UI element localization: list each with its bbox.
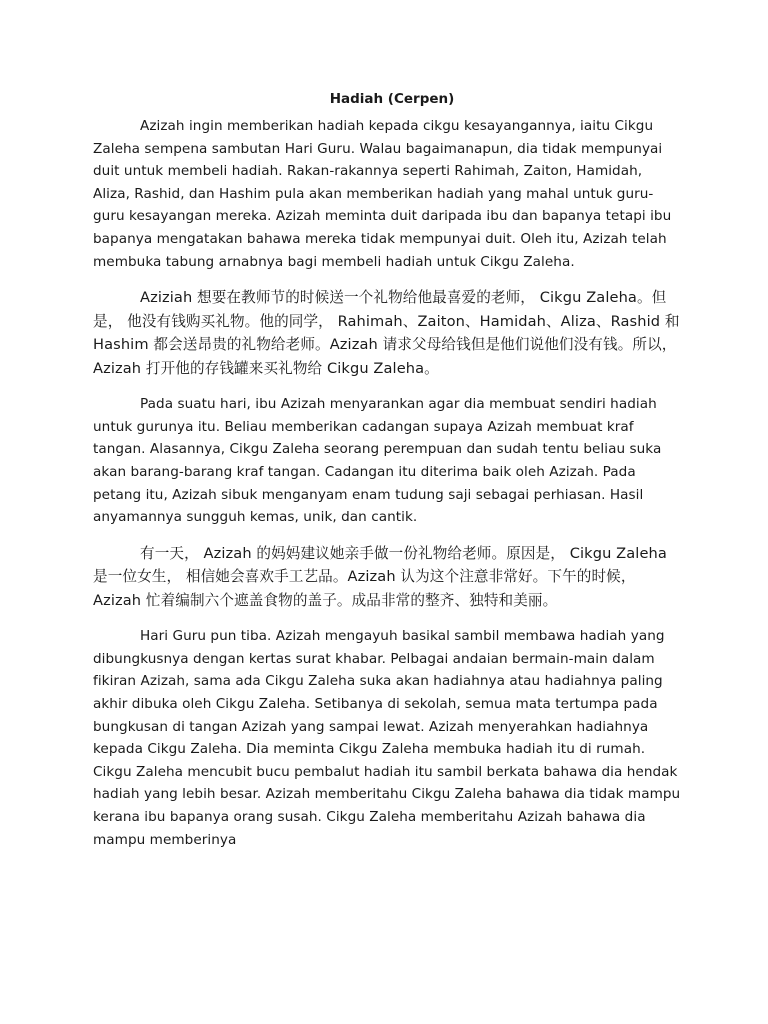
paragraph-2-chinese: Aziziah 想要在教师节的时候送一个礼物给他最喜爱的老师， Cikgu Zaleha。但是， 他没有钱购买礼物。他的同学， Rahimah、Zaiton、Hamidah、Aliza、Rashid 和 Hashim 都会送昂贵的礼物给老师。Azizah 请求父母给钱但是他们说他们没有钱。所以， Azizah 打开他的存钱罐来买礼物给 Cikgu Zaleha。 xyxy=(93,289,680,377)
paragraph-1-malay: Azizah ingin memberikan hadiah kepada cikgu kesayangannya, iaitu Cikgu Zaleha sempena sambutan Hari Guru. Walau bagaimanapun, dia tidak mempunyai duit untuk membeli hadiah. Rakan-rakannya seperti Rahimah, Zaiton, Hamidah, Aliza, Rashid, dan Hashim pula akan memberikan hadiah yang mahal untuk guru-guru kesayangan mereka. Azizah meminta duit daripada ibu dan bapanya tetapi ibu bapanya mengatakan bahawa mereka tidak mempunyai duit. Oleh itu, Azizah telah membuka tabung arnabnya bagi membeli hadiah untuk Cikgu Zaleha. xyxy=(93,118,672,270)
paragraph-5-malay: Hari Guru pun tiba. Azizah mengayuh basikal sambil membawa hadiah yang dibungkusnya dengan kertas surat khabar. Pelbagai andaian bermain-main dalam fikiran Azizah, sama ada Cikgu Zaleha suka akan hadiahnya atau hadiahnya paling akhir dibuka oleh Cikgu Zaleha. Setibanya di sekolah, semua mata tertumpa pada bungkusan di tangan Azizah yang sampai lewat. Azizah menyerahkan hadiahnya kepada Cikgu Zaleha. Dia meminta Cikgu Zaleha membuka hadiah itu di rumah. Cikgu Zaleha mencubit bucu pembalut hadiah itu sambil berkata bahawa dia hendak hadiah yang lebih besar. Azizah memberitahu Cikgu Zaleha bahawa dia tidak mampu kerana ibu bapanya orang susah. Cikgu Zaleha memberitahu Azizah bahawa dia mampu memberinya xyxy=(93,628,681,848)
paragraph-3-malay: Pada suatu hari, ibu Azizah menyarankan agar dia membuat sendiri hadiah untuk gurunya itu. Beliau memberikan cadangan supaya Azizah membuat kraf tangan. Alasannya, Cikgu Zaleha seorang perempuan dan sudah tentu beliau suka akan barang-barang kraf tangan. Cadangan itu diterima baik oleh Azizah. Pada petang itu, Azizah sibuk menganyam enam tudung saji sebagai perhiasan. Hasil anyamannya sungguh kemas, unik, dan cantik. xyxy=(93,396,662,526)
document-page xyxy=(93,88,681,851)
paragraph-4-chinese: 有一天， Azizah 的妈妈建议她亲手做一份礼物给老师。原因是， Cikgu Zaleha 是一位女生， 相信她会喜欢手工艺品。Azizah 认为这个注意非常好。下午的时候， Azizah 忙着编制六个遮盖食物的盖子。成品非常的整齐、独特和美丽。 xyxy=(93,544,667,609)
story-title: Hadiah (Cerpen) xyxy=(329,91,455,107)
